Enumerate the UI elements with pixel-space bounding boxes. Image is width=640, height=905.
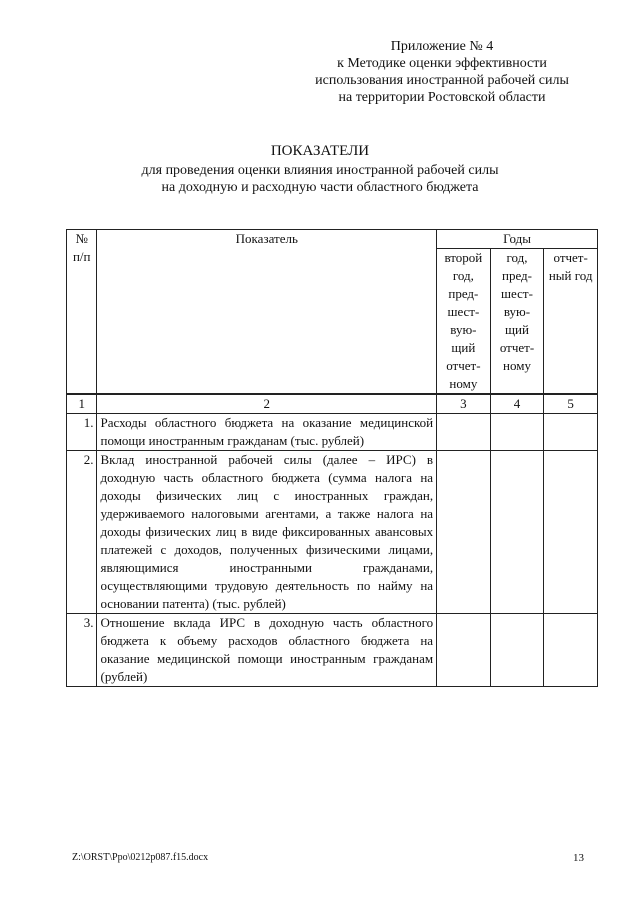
row-indicator-text: Расходы областного бюджета на оказание медицинской помощи иностранным гражданам (тыс. рублей) (97, 414, 437, 451)
row-value-cell[interactable] (490, 451, 544, 614)
row-value-cell[interactable] (544, 414, 598, 451)
appendix-line: использования иностранной рабочей силы (315, 73, 569, 88)
col-number: 3 (437, 394, 491, 414)
col-number: 1 (67, 394, 97, 414)
header-year-prior: год, пред- шест- вую- щий отчет- ному (490, 249, 544, 395)
indicators-table (66, 229, 598, 687)
subtitle-line: для проведения оценки влияния иностранной рабочей силы (141, 163, 499, 178)
row-indicator-text: Вклад иностранной рабочей силы (далее – ИРС) в доходную часть областного бюджета (сумма налога на доходы физических лиц с иностранных граждан, удерживаемого налоговыми агентами, а также налога на доходы физических лиц в виде фиксированных авансовых платежей с доходов, полученных физическими лицами, являющимися иностранными гражданами, осуществляющими трудовую деятельность по найму на основании патента) (тыс. рублей) (97, 451, 437, 614)
header-row (67, 230, 598, 249)
col-number: 4 (490, 394, 544, 414)
row-value-cell[interactable] (544, 451, 598, 614)
row-value-cell[interactable] (490, 414, 544, 451)
column-number-row (67, 394, 598, 414)
header-indicator: Показатель (97, 230, 437, 395)
appendix-line: Приложение № 4 (390, 39, 494, 54)
appendix-line: к Методике оценки эффективности (337, 56, 547, 71)
footer-file-path: Z:\ORST\Ppo\0212p087.f15.docx (72, 852, 209, 863)
header-num: № п/п (67, 230, 97, 395)
header-year-second-prior: второй год, пред- шест- вую- щий отчет- ному (437, 249, 491, 395)
col-number: 2 (97, 394, 437, 414)
row-value-cell[interactable] (437, 614, 491, 687)
header-year-reporting: отчет- ный год (544, 249, 598, 395)
document-subtitle (0, 162, 640, 196)
header-years: Годы (437, 230, 598, 249)
row-value-cell[interactable] (490, 614, 544, 687)
col-number: 5 (544, 394, 598, 414)
table-row (67, 414, 598, 451)
page-number: 13 (573, 852, 584, 864)
table-row (67, 451, 598, 614)
subtitle-line: на доходную и расходную части областного бюджета (161, 180, 479, 195)
table-row (67, 614, 598, 687)
row-value-cell[interactable] (437, 451, 491, 614)
row-number: 1. (67, 414, 97, 451)
row-value-cell[interactable] (544, 614, 598, 687)
appendix-block (292, 38, 592, 106)
appendix-line: на территории Ростовской области (338, 90, 546, 105)
row-number: 3. (67, 614, 97, 687)
row-value-cell[interactable] (437, 414, 491, 451)
row-indicator-text: Отношение вклада ИРС в доходную часть областного бюджета к объему расходов областного бюджета на оказание медицинской помощи иностранным гражданам (рублей) (97, 614, 437, 687)
document-title: ПОКАЗАТЕЛИ (270, 143, 370, 159)
row-number: 2. (67, 451, 97, 614)
